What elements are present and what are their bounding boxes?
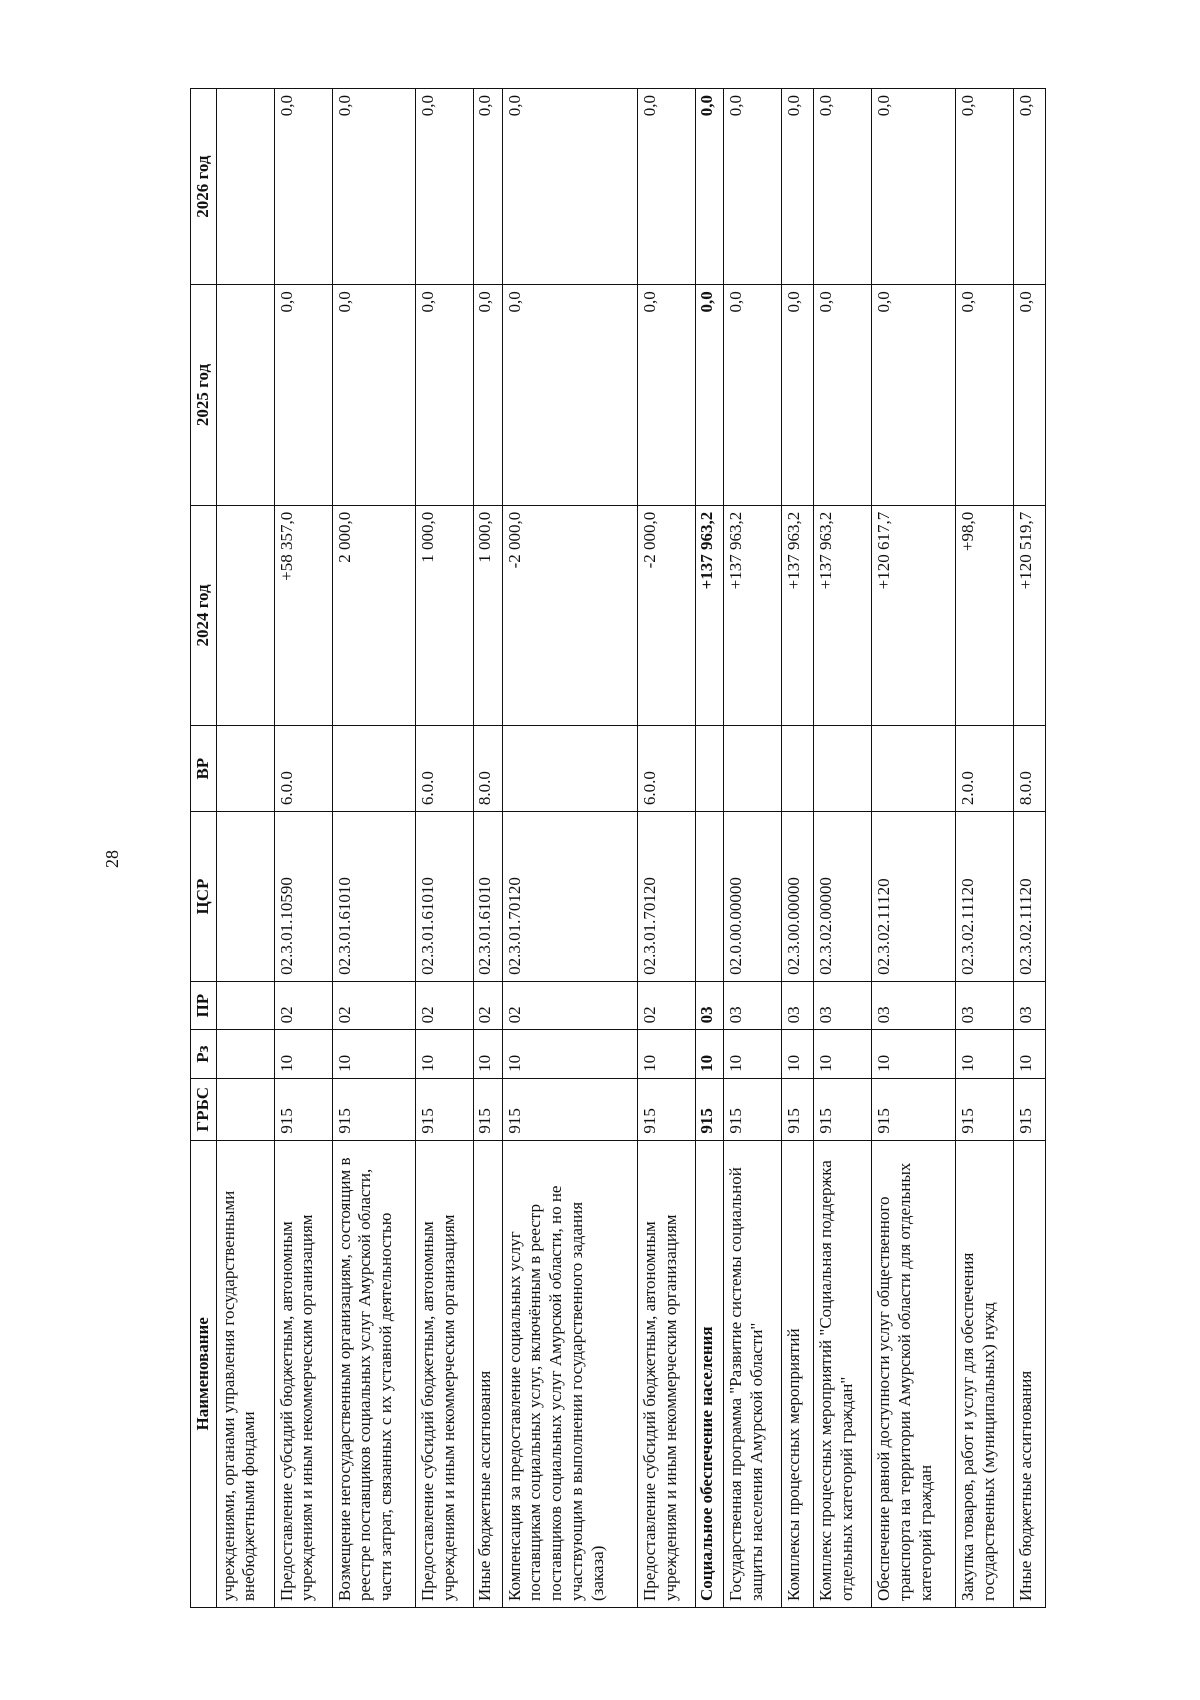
header-pr: ПР <box>191 981 217 1030</box>
cell-name: Компенсация за предоставление социальных услуг поставщикам социальных услуг, включённым в реестр поставщиков социальных услуг Амурской области, но не участвующим в выполнении государственного задания (заказа) <box>502 1140 637 1607</box>
cell-y2025: 0,0 <box>416 285 474 505</box>
cell-rz: 10 <box>814 1030 872 1079</box>
table-row <box>502 89 637 1608</box>
cell-y2025: 0,0 <box>332 285 416 505</box>
cell-name: Государственная программа "Развитие системы социальной защиты населения Амурской области" <box>724 1140 782 1607</box>
cell-y2025: 0,0 <box>955 285 1013 505</box>
page-number: 28 <box>102 850 122 868</box>
cell-name: Закупка товаров, работ и услуг для обеспечения государственных (муниципальных) нужд <box>955 1140 1013 1607</box>
cell-csr <box>216 812 274 982</box>
table-row <box>416 89 474 1608</box>
cell-y2026: 0,0 <box>638 89 696 285</box>
cell-y2026: 0,0 <box>416 89 474 285</box>
cell-rz: 10 <box>502 1030 637 1079</box>
cell-vr <box>872 726 956 812</box>
header-rz: Рз <box>191 1030 217 1079</box>
cell-name: Обеспечение равной доступности услуг общественного транспорта на территории Амурской области для отдельных категорий граждан <box>872 1140 956 1607</box>
cell-pr: 02 <box>332 981 416 1030</box>
cell-rz: 10 <box>416 1030 474 1079</box>
cell-vr: 6.0.0 <box>274 726 332 812</box>
cell-pr: 03 <box>955 981 1013 1030</box>
cell-vr <box>724 726 782 812</box>
cell-vr <box>502 726 637 812</box>
cell-pr: 03 <box>814 981 872 1030</box>
table-row <box>216 89 274 1608</box>
cell-y2026: 0,0 <box>695 89 723 285</box>
cell-y2024: +98,0 <box>955 505 1013 725</box>
cell-name: Предоставление субсидий бюджетным, автономным учреждениям и иным некоммерческим организациям <box>638 1140 696 1607</box>
cell-y2024: +120 519,7 <box>1013 505 1045 725</box>
cell-y2024: -2 000,0 <box>638 505 696 725</box>
cell-csr: 02.3.01.70120 <box>502 812 637 982</box>
cell-rz: 10 <box>782 1030 814 1079</box>
cell-vr <box>814 726 872 812</box>
cell-grbs: 915 <box>638 1078 696 1140</box>
cell-rz: 10 <box>1013 1030 1045 1079</box>
cell-y2025: 0,0 <box>814 285 872 505</box>
cell-grbs: 915 <box>695 1078 723 1140</box>
cell-csr: 02.3.02.11120 <box>955 812 1013 982</box>
cell-grbs: 915 <box>1013 1078 1045 1140</box>
cell-y2025: 0,0 <box>724 285 782 505</box>
table-row <box>638 89 696 1608</box>
cell-name: Возмещение негосударственным организациям, состоящим в реестре поставщиков социальных услуг Амурской области, части затрат, связанных с их уставной деятельностью <box>332 1140 416 1607</box>
cell-name: Комплекс процессных мероприятий "Социальная поддержка отдельных категорий граждан" <box>814 1140 872 1607</box>
cell-vr <box>216 726 274 812</box>
cell-y2025: 0,0 <box>695 285 723 505</box>
cell-csr: 02.3.02.00000 <box>814 812 872 982</box>
cell-vr: 8.0.0 <box>474 726 502 812</box>
cell-y2026: 0,0 <box>274 89 332 285</box>
cell-y2024: +137 963,2 <box>782 505 814 725</box>
header-2026: 2026 год <box>191 89 217 285</box>
cell-csr: 02.3.01.61010 <box>474 812 502 982</box>
cell-y2026: 0,0 <box>1013 89 1045 285</box>
table-row <box>872 89 956 1608</box>
cell-grbs: 915 <box>872 1078 956 1140</box>
cell-y2026 <box>216 89 274 285</box>
cell-csr: 02.3.01.70120 <box>638 812 696 982</box>
cell-pr: 02 <box>638 981 696 1030</box>
cell-y2024: +137 963,2 <box>695 505 723 725</box>
cell-pr: 03 <box>782 981 814 1030</box>
cell-rz: 10 <box>695 1030 723 1079</box>
cell-grbs: 915 <box>416 1078 474 1140</box>
table-row <box>782 89 814 1608</box>
header-grbs: ГРБС <box>191 1078 217 1140</box>
cell-grbs: 915 <box>782 1078 814 1140</box>
cell-name: Предоставление субсидий бюджетным, автономным учреждениям и иным некоммерческим организациям <box>274 1140 332 1607</box>
header-2024: 2024 год <box>191 505 217 725</box>
cell-y2026: 0,0 <box>814 89 872 285</box>
cell-y2025: 0,0 <box>274 285 332 505</box>
header-csr: ЦСР <box>191 812 217 982</box>
cell-rz: 10 <box>872 1030 956 1079</box>
table-row <box>724 89 782 1608</box>
cell-name: Социальное обеспечение населения <box>695 1140 723 1607</box>
cell-grbs: 915 <box>955 1078 1013 1140</box>
cell-name: Комплексы процессных мероприятий <box>782 1140 814 1607</box>
cell-csr: 02.3.02.11120 <box>872 812 956 982</box>
cell-pr: 02 <box>416 981 474 1030</box>
cell-rz: 10 <box>474 1030 502 1079</box>
cell-csr: 02.3.01.10590 <box>274 812 332 982</box>
cell-y2025: 0,0 <box>638 285 696 505</box>
cell-csr: 02.3.02.11120 <box>1013 812 1045 982</box>
cell-y2025: 0,0 <box>502 285 637 505</box>
cell-grbs <box>216 1078 274 1140</box>
cell-y2025: 0,0 <box>1013 285 1045 505</box>
cell-rz: 10 <box>955 1030 1013 1079</box>
cell-csr: 02.3.01.61010 <box>332 812 416 982</box>
cell-y2026: 0,0 <box>474 89 502 285</box>
table-row <box>474 89 502 1608</box>
cell-y2026: 0,0 <box>724 89 782 285</box>
table-body <box>216 89 1045 1608</box>
table-row <box>814 89 872 1608</box>
cell-csr: 02.0.00.00000 <box>724 812 782 982</box>
cell-vr: 6.0.0 <box>416 726 474 812</box>
cell-csr: 02.3.00.00000 <box>782 812 814 982</box>
cell-name: Предоставление субсидий бюджетным, автономным учреждениям и иным некоммерческим организациям <box>416 1140 474 1607</box>
cell-rz: 10 <box>274 1030 332 1079</box>
cell-vr <box>695 726 723 812</box>
cell-csr <box>695 812 723 982</box>
cell-grbs: 915 <box>502 1078 637 1140</box>
cell-grbs: 915 <box>814 1078 872 1140</box>
cell-rz: 10 <box>638 1030 696 1079</box>
cell-pr: 03 <box>872 981 956 1030</box>
cell-vr <box>782 726 814 812</box>
cell-pr: 02 <box>274 981 332 1030</box>
cell-y2025 <box>216 285 274 505</box>
table-row <box>695 89 723 1608</box>
cell-grbs: 915 <box>274 1078 332 1140</box>
cell-name: Иные бюджетные ассигнования <box>1013 1140 1045 1607</box>
cell-y2024: +120 617,7 <box>872 505 956 725</box>
cell-y2024: 1 000,0 <box>416 505 474 725</box>
table-row <box>955 89 1013 1608</box>
cell-y2026: 0,0 <box>955 89 1013 285</box>
cell-y2025: 0,0 <box>782 285 814 505</box>
cell-pr <box>216 981 274 1030</box>
cell-vr: 6.0.0 <box>638 726 696 812</box>
cell-pr: 03 <box>724 981 782 1030</box>
cell-y2024: +137 963,2 <box>814 505 872 725</box>
cell-vr <box>332 726 416 812</box>
cell-y2024: +137 963,2 <box>724 505 782 725</box>
cell-y2026: 0,0 <box>782 89 814 285</box>
table-row <box>274 89 332 1608</box>
cell-rz: 10 <box>332 1030 416 1079</box>
cell-pr: 02 <box>502 981 637 1030</box>
rotated-table-wrapper <box>190 88 1046 1608</box>
cell-vr: 8.0.0 <box>1013 726 1045 812</box>
cell-y2024: -2 000,0 <box>502 505 637 725</box>
table-row <box>332 89 416 1608</box>
cell-pr: 03 <box>1013 981 1045 1030</box>
cell-y2024: +58 357,0 <box>274 505 332 725</box>
budget-table <box>190 88 1046 1608</box>
cell-y2024: 1 000,0 <box>474 505 502 725</box>
cell-y2025: 0,0 <box>474 285 502 505</box>
cell-y2026: 0,0 <box>332 89 416 285</box>
cell-name: учреждениями, органами управления государственными внебюджетными фондами <box>216 1140 274 1607</box>
header-2025: 2025 год <box>191 285 217 505</box>
cell-csr: 02.3.01.61010 <box>416 812 474 982</box>
table-row <box>1013 89 1045 1608</box>
cell-y2024: 2 000,0 <box>332 505 416 725</box>
cell-y2026: 0,0 <box>502 89 637 285</box>
cell-vr: 2.0.0 <box>955 726 1013 812</box>
table-header-row <box>191 89 217 1608</box>
cell-grbs: 915 <box>724 1078 782 1140</box>
cell-rz: 10 <box>724 1030 782 1079</box>
cell-grbs: 915 <box>474 1078 502 1140</box>
cell-y2025: 0,0 <box>872 285 956 505</box>
cell-rz <box>216 1030 274 1079</box>
header-vr: ВР <box>191 726 217 812</box>
cell-pr: 02 <box>474 981 502 1030</box>
cell-grbs: 915 <box>332 1078 416 1140</box>
cell-pr: 03 <box>695 981 723 1030</box>
cell-name: Иные бюджетные ассигнования <box>474 1140 502 1607</box>
cell-y2024 <box>216 505 274 725</box>
cell-y2026: 0,0 <box>872 89 956 285</box>
header-name: Наименование <box>191 1140 217 1607</box>
